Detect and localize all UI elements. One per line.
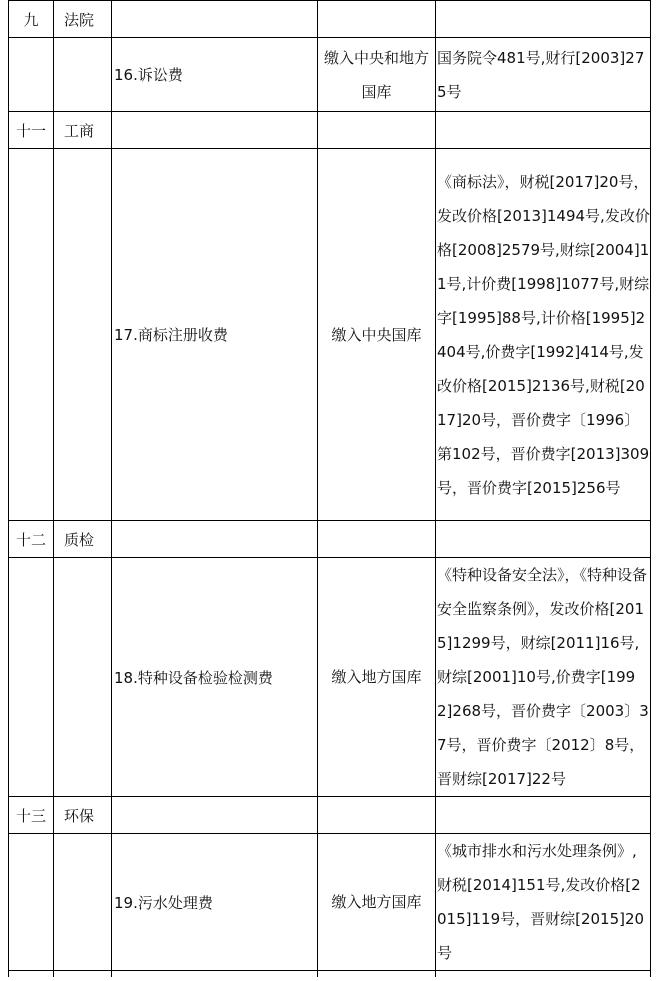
legal-basis: 《特种设备安全法》，《特种设备安全监察条例》，发改价格[2015]1299号，财综[2011]16号,财综[2001]10号,价费字[1992]268号，晋价费字〔2003〕37号，晋价费字〔2012〕8号，晋财综[2017]22号 bbox=[436, 558, 651, 797]
empty-cell bbox=[112, 1, 318, 38]
empty-cell bbox=[9, 558, 54, 797]
empty-cell bbox=[54, 149, 112, 521]
legal-basis: 《商标法》，财税[2017]20号，发改价格[2013]1494号,发改价格[2008]2579号,财综[2004]11号,计价费[1998]1077号,财综字[1995]88号,计价格[1995]2404号,价费字[1992]414号,发改价格[2015]2136号,财税[2017]20号，晋价费字〔1996〕第102号，晋价费字[2013]309号，晋价费字[2015]256号 bbox=[436, 149, 651, 521]
category-number: 十一 bbox=[9, 112, 54, 149]
table-row-cut-off bbox=[9, 971, 651, 978]
treasury-destination: 缴入中央国库 bbox=[318, 149, 436, 521]
treasury-destination: 缴入中央和地方国库 bbox=[318, 38, 436, 112]
category-name: 工商 bbox=[54, 112, 112, 149]
legal-basis: 国务院令481号,财行[2003]275号 bbox=[436, 38, 651, 112]
category-row-court bbox=[9, 1, 651, 38]
fee-table bbox=[8, 0, 651, 977]
fee-row-sewage bbox=[9, 834, 651, 971]
fee-item-name: 19.污水处理费 bbox=[112, 834, 318, 971]
category-number: 十三 bbox=[9, 797, 54, 834]
empty-cell bbox=[112, 521, 318, 558]
category-name: 质检 bbox=[54, 521, 112, 558]
empty-cell bbox=[436, 797, 651, 834]
category-row-commerce bbox=[9, 112, 651, 149]
category-name: 法院 bbox=[54, 1, 112, 38]
fee-row-trademark bbox=[9, 149, 651, 521]
empty-cell bbox=[112, 112, 318, 149]
empty-cell bbox=[436, 112, 651, 149]
empty-cell bbox=[54, 38, 112, 112]
empty-cell bbox=[436, 521, 651, 558]
empty-cell bbox=[436, 1, 651, 38]
category-row-quality bbox=[9, 521, 651, 558]
category-name: 环保 bbox=[54, 797, 112, 834]
empty-cell bbox=[318, 521, 436, 558]
empty-cell bbox=[318, 112, 436, 149]
fee-row-special-equipment bbox=[9, 558, 651, 797]
empty-cell bbox=[54, 558, 112, 797]
empty-cell bbox=[318, 971, 436, 978]
fee-item-name: 18.特种设备检验检测费 bbox=[112, 558, 318, 797]
empty-cell bbox=[9, 38, 54, 112]
empty-cell bbox=[9, 971, 54, 978]
fee-item-name: 17.商标注册收费 bbox=[112, 149, 318, 521]
category-number: 九 bbox=[9, 1, 54, 38]
empty-cell bbox=[318, 1, 436, 38]
treasury-destination: 缴入地方国库 bbox=[318, 834, 436, 971]
legal-basis: 《城市排水和污水处理条例》,财税[2014]151号,发改价格[2015]119号，晋财综[2015]20号 bbox=[436, 834, 651, 971]
empty-cell bbox=[436, 971, 651, 978]
category-row-environment bbox=[9, 797, 651, 834]
treasury-destination: 缴入地方国库 bbox=[318, 558, 436, 797]
empty-cell bbox=[112, 971, 318, 978]
empty-cell bbox=[54, 971, 112, 978]
category-number: 十二 bbox=[9, 521, 54, 558]
empty-cell bbox=[9, 834, 54, 971]
empty-cell bbox=[112, 797, 318, 834]
empty-cell bbox=[318, 797, 436, 834]
fee-row-litigation bbox=[9, 38, 651, 112]
empty-cell bbox=[54, 834, 112, 971]
empty-cell bbox=[9, 149, 54, 521]
fee-item-name: 16.诉讼费 bbox=[112, 38, 318, 112]
